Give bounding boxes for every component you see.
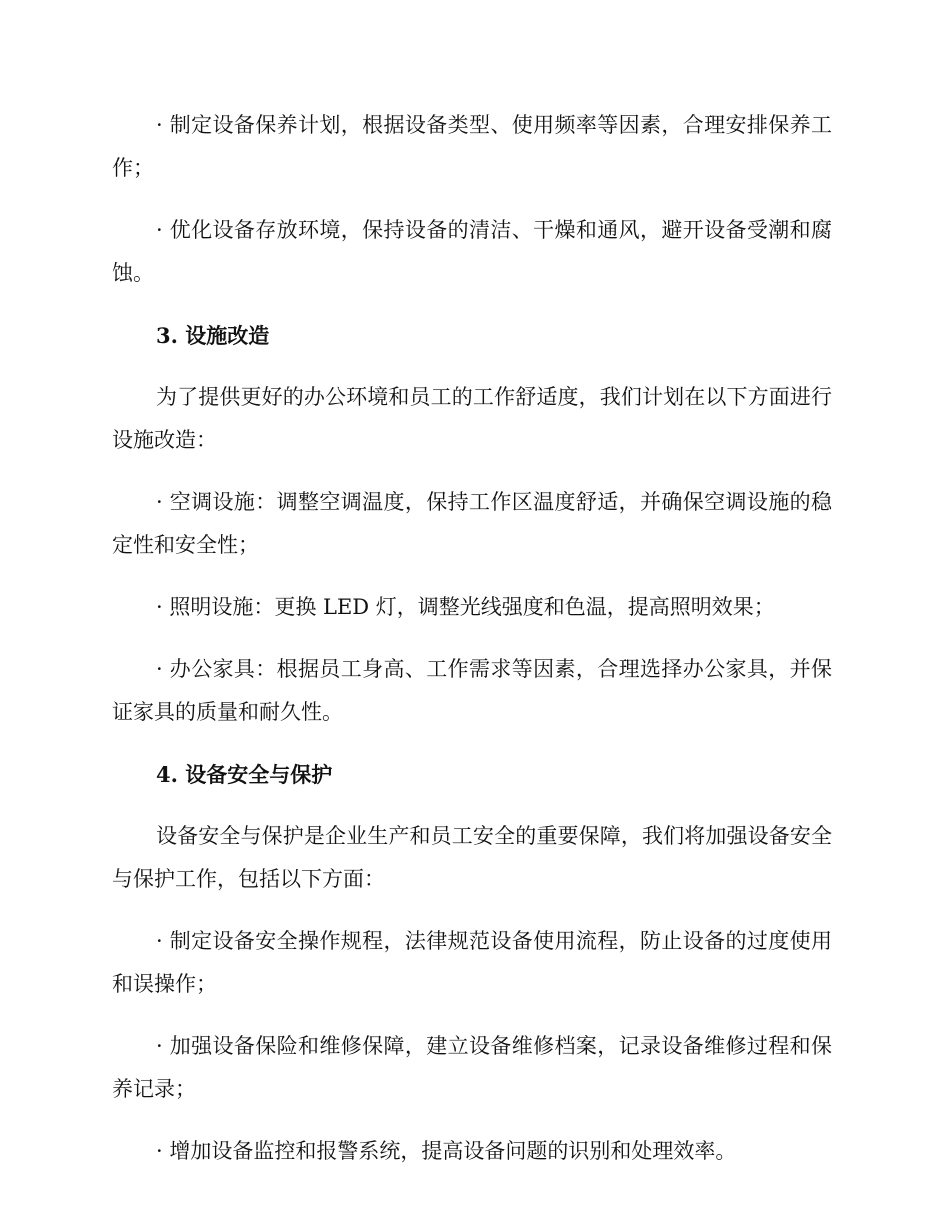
- section-heading-facility-renovation: 3. 设施改造: [156, 323, 270, 348]
- bullet-office-furniture: · 办公家具：根据员工身高、工作需求等因素，合理选择办公家具，并保证家具的质量和耐久性。: [112, 657, 832, 724]
- bullet-maintenance-plan: · 制定设备保养计划，根据设备类型、使用频率等因素，合理安排保养工作；: [112, 113, 832, 180]
- paragraph-safety-intro: 设备安全与保护是企业生产和员工安全的重要保障，我们将加强设备安全与保护工作，包括以下方面：: [112, 824, 832, 891]
- bullet-storage-environment: · 优化设备存放环境，保持设备的清洁、干燥和通风，避开设备受潮和腐蚀。: [112, 218, 832, 285]
- bullet-monitoring-alarm: · 增加设备监控和报警系统，提高设备问题的识别和处理效率。: [156, 1139, 737, 1163]
- bullet-safety-rules: · 制定设备安全操作规程，法律规范设备使用流程，防止设备的过度使用和误操作；: [112, 929, 832, 996]
- bullet-lighting: · 照明设施：更换 LED 灯，调整光线强度和色温，提高照明效果；: [156, 595, 775, 619]
- paragraph-facility-intro: 为了提供更好的办公环境和员工的工作舒适度，我们计划在以下方面进行设施改造：: [112, 385, 832, 452]
- bullet-insurance-repair: · 加强设备保险和维修保障，建立设备维修档案，记录设备维修过程和保养记录；: [112, 1034, 832, 1101]
- section-heading-equipment-safety: 4. 设备安全与保护: [156, 762, 333, 787]
- bullet-air-conditioning: · 空调设施：调整空调温度，保持工作区温度舒适，并确保空调设施的稳定性和安全性；: [112, 490, 832, 557]
- document-body: [112, 104, 832, 1192]
